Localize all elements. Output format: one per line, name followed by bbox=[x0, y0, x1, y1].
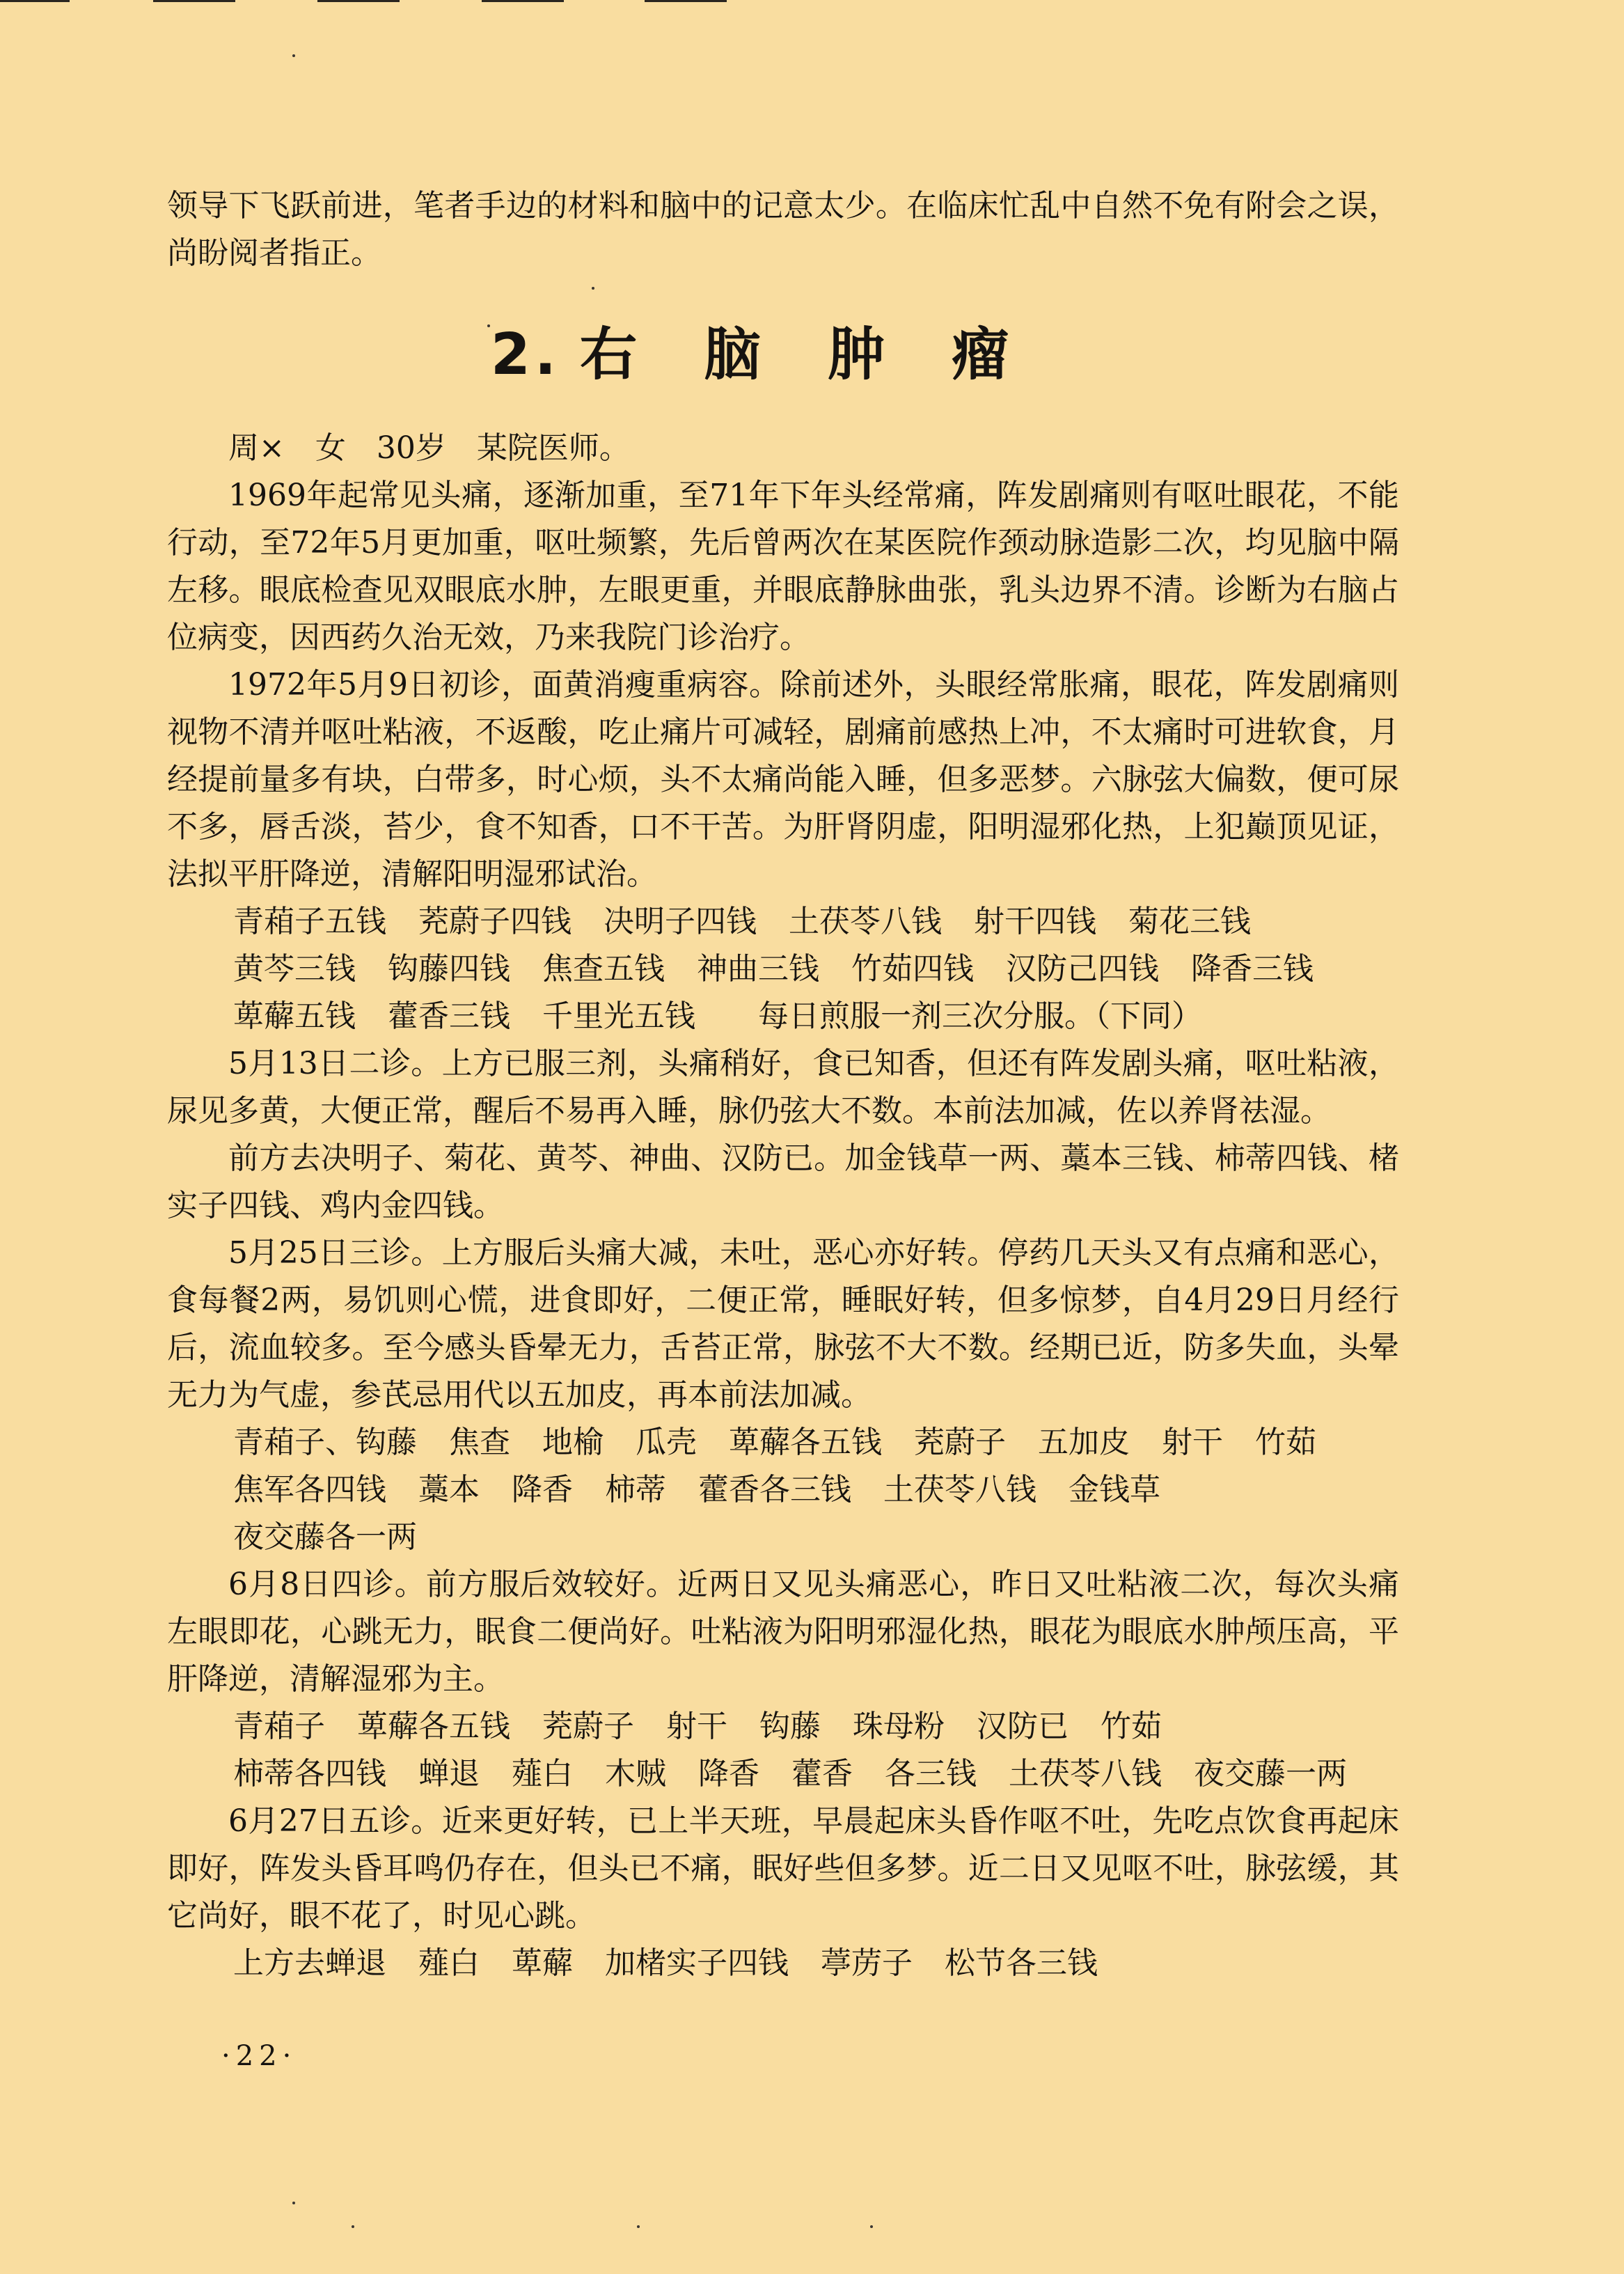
herb-item: 钩藤 bbox=[759, 1709, 821, 1744]
herb-item: 青葙子五钱 bbox=[233, 904, 386, 939]
title-char: 右 bbox=[580, 322, 642, 388]
herb-item: 藿香三钱 bbox=[388, 998, 510, 1034]
herb-item: 青葙子、钩藤 bbox=[233, 1425, 417, 1460]
history-paragraph: 1969年起常见头痛，逐渐加重，至71年下年头经常痛，阵发剧痛则有呕吐眼花，不能行动，至72年5月更加重，呕吐频繁，先后曾两次在某医院作颈动脉造影二次，均见脑中隔左移。眼底检查见双眼底水肿，左眼更重，并眼底静脉曲张，乳头边界不清。诊断为右脑占位病变，因西药久治无效，乃来我院门诊治疗。 bbox=[167, 478, 1399, 655]
prescription-line bbox=[233, 1514, 1399, 1561]
visit5-paragraph: 6月27日五诊。近来更好转，已上半天班，早晨起床头昏作呕不吐，先吃点饮食再起床即好，阵发头昏耳鸣仍存在，但头已不痛，眠好些但多梦。近二日又见呕不吐，脉弦缓，其它尚好，眼不花了，时见心跳。 bbox=[167, 1803, 1399, 1934]
top-rule-2 bbox=[153, 0, 235, 2]
section-number: 2. bbox=[490, 322, 561, 388]
herb-item: 萆薢五钱 bbox=[233, 998, 356, 1034]
visit4-paragraph: 6月8日四诊。前方服后效较好。近两日又见头痛恶心，昨日又吐粘液二次，每次头痛左眼即花，心跳无力，眠食二便尚好。吐粘液为阳明邪湿化热，眼花为眼底水肿颅压高，平肝降逆，清解湿邪为主。 bbox=[167, 1567, 1399, 1697]
visit3-paragraph: 5月25日三诊。上方服后头痛大减，未吐，恶心亦好转。停药几天头又有点痛和恶心，食每餐2两，易饥则心慌，进食即好，二便正常，睡眠好转，但多惊梦，自4月29日月经行后，流血较多。至今感头昏晕无力，舌苔正常，脉弦不大不数。经期已近，防多失血，头晕无力为气虚，参芪忌用代以五加皮，再本前法加减。 bbox=[167, 1235, 1399, 1413]
top-rule-5 bbox=[645, 0, 727, 2]
herb-item: 钩藤四钱 bbox=[388, 951, 510, 987]
herb-item: 藁本 bbox=[418, 1472, 480, 1507]
herb-item: 萆薢各五钱 bbox=[357, 1709, 510, 1744]
herb-item: 薤白 bbox=[418, 1945, 480, 1981]
herb-item: 千里光五钱 bbox=[542, 998, 695, 1034]
scan-speck bbox=[292, 2202, 295, 2204]
herb-item: 柿蒂 bbox=[605, 1472, 666, 1507]
herb-item: 葶苈子 bbox=[821, 1945, 913, 1981]
herb-item: 菊花三钱 bbox=[1128, 904, 1251, 939]
herb-item: 降香 bbox=[512, 1472, 573, 1507]
herb-item: 萆薢各五钱 bbox=[729, 1425, 882, 1460]
herb-item: 薤白 bbox=[512, 1756, 573, 1791]
herb-item: 木贼 bbox=[605, 1756, 666, 1791]
visit2-paragraph: 5月13日二诊。上方已服三剂，头痛稍好，食已知香，但还有阵发剧头痛，呕吐粘液，尿见多黄，大便正常，醒后不易再入睡，脉仍弦大不数。本前法加减，佐以养肾祛湿。 bbox=[167, 1046, 1399, 1129]
herb-item: 藿香各三钱 bbox=[698, 1472, 851, 1507]
herb-item: 金钱草 bbox=[1069, 1472, 1160, 1507]
herb-item: 五加皮 bbox=[1038, 1425, 1130, 1460]
herb-item: 夜交藤各一两 bbox=[233, 1519, 417, 1555]
prescription-line bbox=[233, 946, 1399, 993]
scan-speck bbox=[352, 2225, 354, 2228]
herb-item: 夜交藤一两 bbox=[1194, 1756, 1347, 1791]
top-rule-4 bbox=[482, 0, 564, 2]
intro-paragraph: 领导下飞跃前进，笔者手边的材料和脑中的记意太少。在临床忙乱中自然不免有附会之误，尚盼阅者指正。 bbox=[167, 188, 1399, 271]
herb-item: 土茯苓八钱 bbox=[883, 1472, 1036, 1507]
herb-item: 上方去蝉退 bbox=[233, 1945, 386, 1981]
herb-item: 汉防已 bbox=[977, 1709, 1069, 1744]
visit1-paragraph: 1972年5月9日初诊，面黄消瘦重病容。除前述外，头眼经常胀痛，眼花，阵发剧痛则视物不清并呕吐粘液，不返酸，吃止痛片可减轻，剧痛前感热上冲，不太痛时可进软食，月经提前量多有块，白带多，时心烦，头不太痛尚能入睡，但多恶梦。六脉弦大偏数，便可尿不多，唇舌淡，苔少，食不知香，口不干苦。为肝肾阴虚，阳明湿邪化热，上犯巅顶见证，法拟平肝降逆，清解阳明湿邪试治。 bbox=[167, 667, 1399, 892]
prescription-line bbox=[233, 898, 1399, 946]
section-title bbox=[167, 320, 1399, 390]
scan-speck bbox=[637, 2225, 640, 2228]
herb-item: 决明子四钱 bbox=[604, 904, 757, 939]
herb-item: 竹茹 bbox=[1101, 1709, 1162, 1744]
title-char: 肿 bbox=[828, 322, 890, 388]
herb-item: 萆薢 bbox=[512, 1945, 573, 1981]
herb-item: 藿香 bbox=[791, 1756, 853, 1791]
scan-speck bbox=[870, 2225, 873, 2228]
visit2-prescription: 前方去决明子、菊花、黄芩、神曲、汉防已。加金钱草一两、藁本三钱、柿蒂四钱、楮实子四钱、鸡内金四钱。 bbox=[167, 1140, 1399, 1223]
herb-item: 降香三钱 bbox=[1191, 951, 1314, 987]
herb-item: 射干 bbox=[666, 1709, 727, 1744]
herb-item: 汉防己四钱 bbox=[1006, 951, 1159, 987]
herb-item: 珠母粉 bbox=[853, 1709, 945, 1744]
dosage-instruction: 每日煎服一剂三次分服。（下同） bbox=[727, 998, 1202, 1034]
herb-item: 焦查 bbox=[449, 1425, 510, 1460]
prescription-line bbox=[233, 993, 1399, 1040]
scan-speck bbox=[292, 54, 295, 57]
top-rule-3 bbox=[317, 0, 400, 2]
prescription-line bbox=[233, 1703, 1399, 1750]
herb-item: 各三钱 bbox=[885, 1756, 977, 1791]
herb-item: 青葙子 bbox=[233, 1709, 325, 1744]
herb-item: 松节各三钱 bbox=[945, 1945, 1098, 1981]
herb-item: 茺蔚子 bbox=[914, 1425, 1006, 1460]
herb-item: 竹茹四钱 bbox=[851, 951, 974, 987]
herb-item: 加楮实子四钱 bbox=[605, 1945, 789, 1981]
herb-item: 土茯苓八钱 bbox=[1009, 1756, 1162, 1791]
herb-item: 焦军各四钱 bbox=[233, 1472, 386, 1507]
herb-item: 蝉退 bbox=[418, 1756, 480, 1791]
herb-item: 土茯苓八钱 bbox=[789, 904, 942, 939]
herb-item: 焦查五钱 bbox=[542, 951, 665, 987]
herb-item: 茺蔚子四钱 bbox=[418, 904, 571, 939]
herb-item: 黄芩三钱 bbox=[233, 951, 356, 987]
herb-item: 柿蒂各四钱 bbox=[233, 1756, 386, 1791]
page-number: ·22· bbox=[221, 2040, 297, 2072]
patient-line: 周× 女 30岁 某院医师。 bbox=[228, 430, 630, 466]
herb-item: 茺蔚子 bbox=[542, 1709, 634, 1744]
title-char: 瘤 bbox=[952, 322, 1014, 388]
prescription-line bbox=[233, 1419, 1399, 1466]
top-rule-1 bbox=[0, 0, 70, 2]
title-char: 脑 bbox=[704, 322, 766, 388]
herb-item: 射干四钱 bbox=[974, 904, 1096, 939]
prescription-line bbox=[233, 1750, 1399, 1798]
herb-item: 瓜壳 bbox=[636, 1425, 697, 1460]
herb-item: 射干 bbox=[1162, 1425, 1223, 1460]
prescription-line bbox=[233, 1466, 1399, 1514]
herb-item: 地榆 bbox=[542, 1425, 604, 1460]
herb-item: 竹茹 bbox=[1255, 1425, 1316, 1460]
herb-item: 降香 bbox=[698, 1756, 759, 1791]
herb-item: 神曲三钱 bbox=[697, 951, 819, 987]
page-body bbox=[167, 182, 1399, 1987]
prescription-line bbox=[233, 1940, 1399, 1987]
